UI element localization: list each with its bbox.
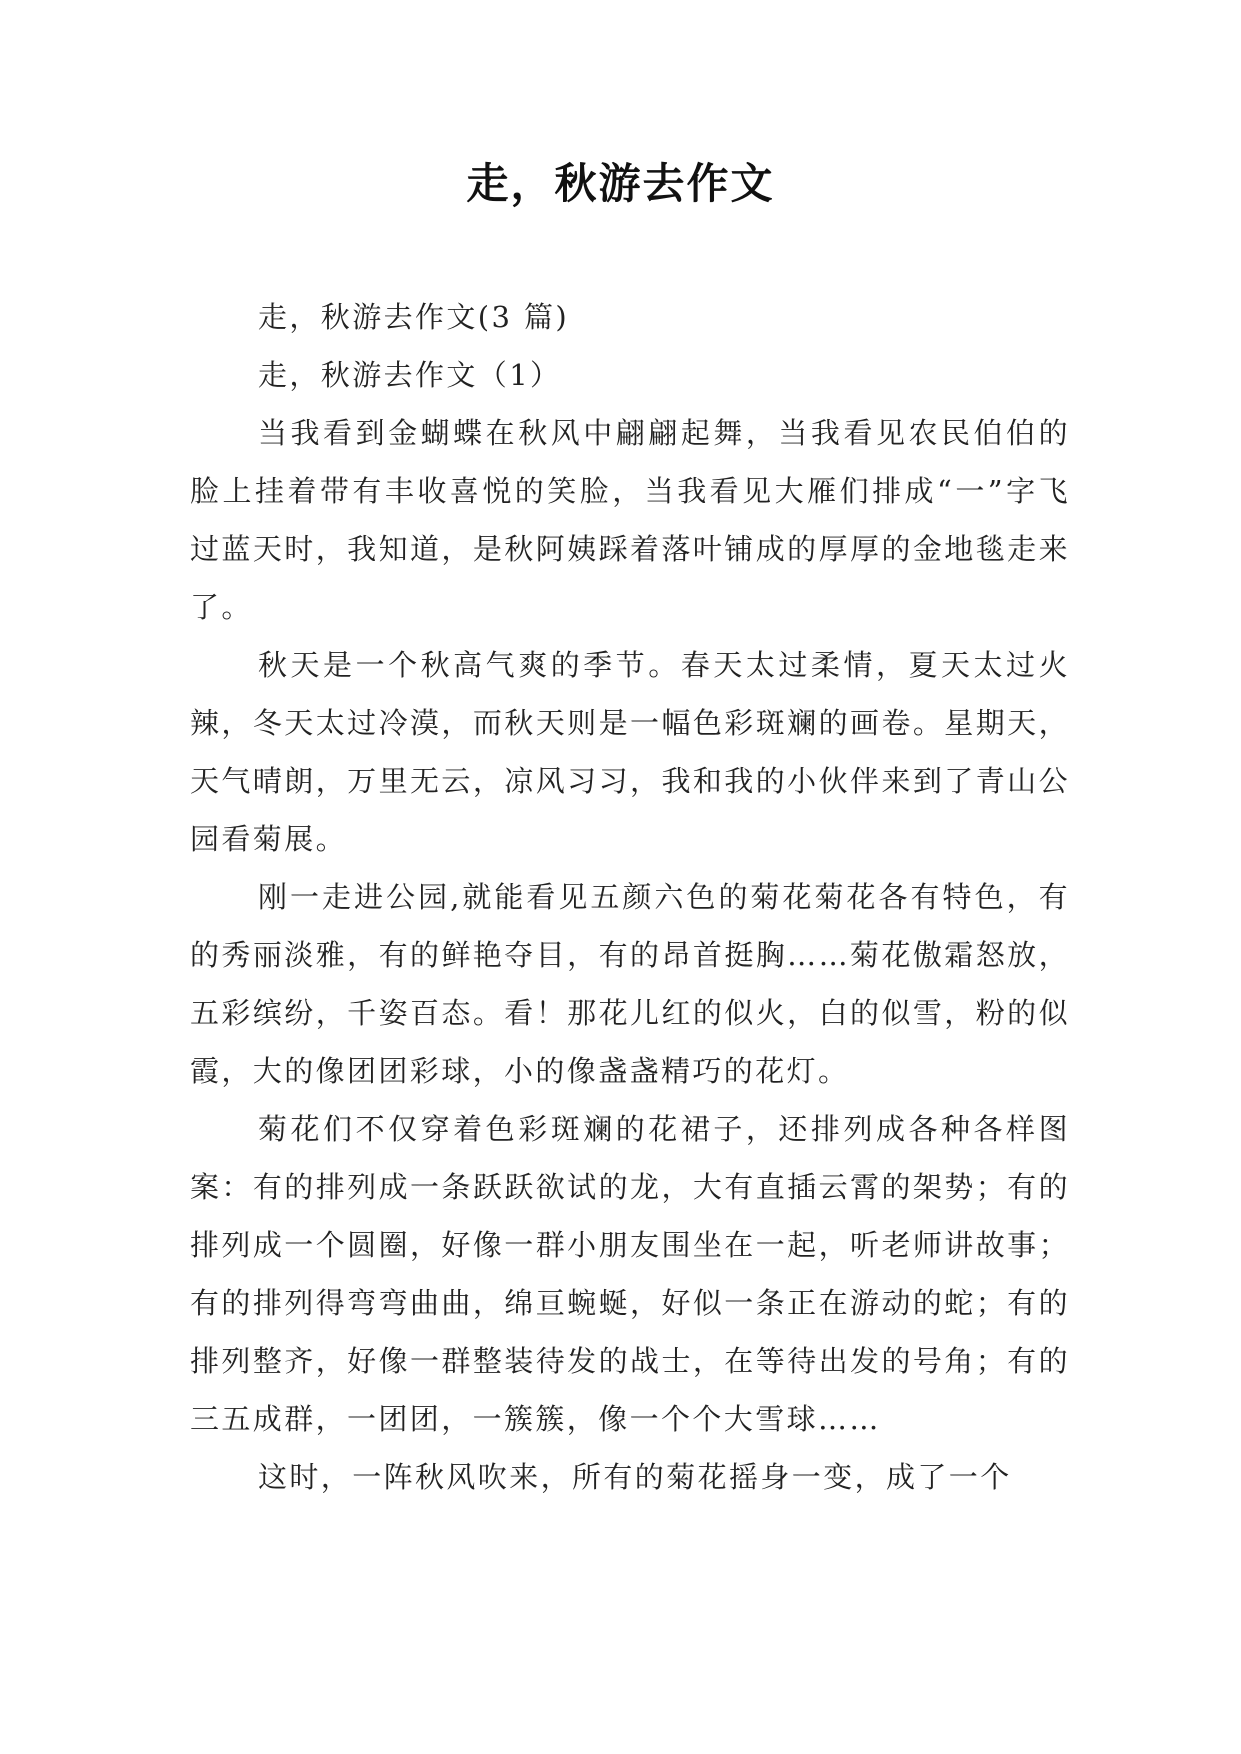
paragraph: 秋天是一个秋高气爽的季节。春天太过柔情，夏天太过火辣，冬天太过冷漠，而秋天则是一幅色彩斑斓的画卷。星期天，天气晴朗，万里无云，凉风习习，我和我的小伙伴来到了青山公园看菊展。 (190, 648, 1070, 856)
paragraph: 菊花们不仅穿着色彩斑斓的花裙子，还排列成各种各样图案：有的排列成一条跃跃欲试的龙，大有直插云霄的架势；有的排列成一个圆圈，好像一群小朋友围坐在一起，听老师讲故事；有的排列得弯弯曲曲，绵亘蜿蜒，好似一条正在游动的蛇；有的排列整齐，好像一群整装待发的战士，在等待出发的号角；有的三五成群，一团团，一簇簇，像一个个大雪球…… (190, 1112, 1070, 1436)
paragraph: 这时，一阵秋风吹来，所有的菊花摇身一变，成了一个 (258, 1460, 1012, 1494)
paragraph: 当我看到金蝴蝶在秋风中翩翩起舞，当我看见农民伯伯的脸上挂着带有丰收喜悦的笑脸，当我看见大雁们排成“一”字飞过蓝天时，我知道，是秋阿姨踩着落叶铺成的厚厚的金地毯走来了。 (190, 416, 1070, 624)
document-body (190, 288, 1070, 1506)
document-subtitle: 走，秋游去作文(3 篇) (258, 300, 570, 334)
document-title: 走，秋游去作文 (466, 159, 775, 208)
paragraph: 刚一走进公园,就能看见五颜六色的菊花菊花各有特色，有的秀丽淡雅，有的鲜艳夺目，有的昂首挺胸……菊花傲霜怒放，五彩缤纷，千姿百态。看！那花儿红的似火，白的似雪，粉的似霞，大的像团团彩球，小的像盏盏精巧的花灯。 (190, 880, 1070, 1088)
section-heading: 走，秋游去作文（1） (258, 358, 562, 392)
